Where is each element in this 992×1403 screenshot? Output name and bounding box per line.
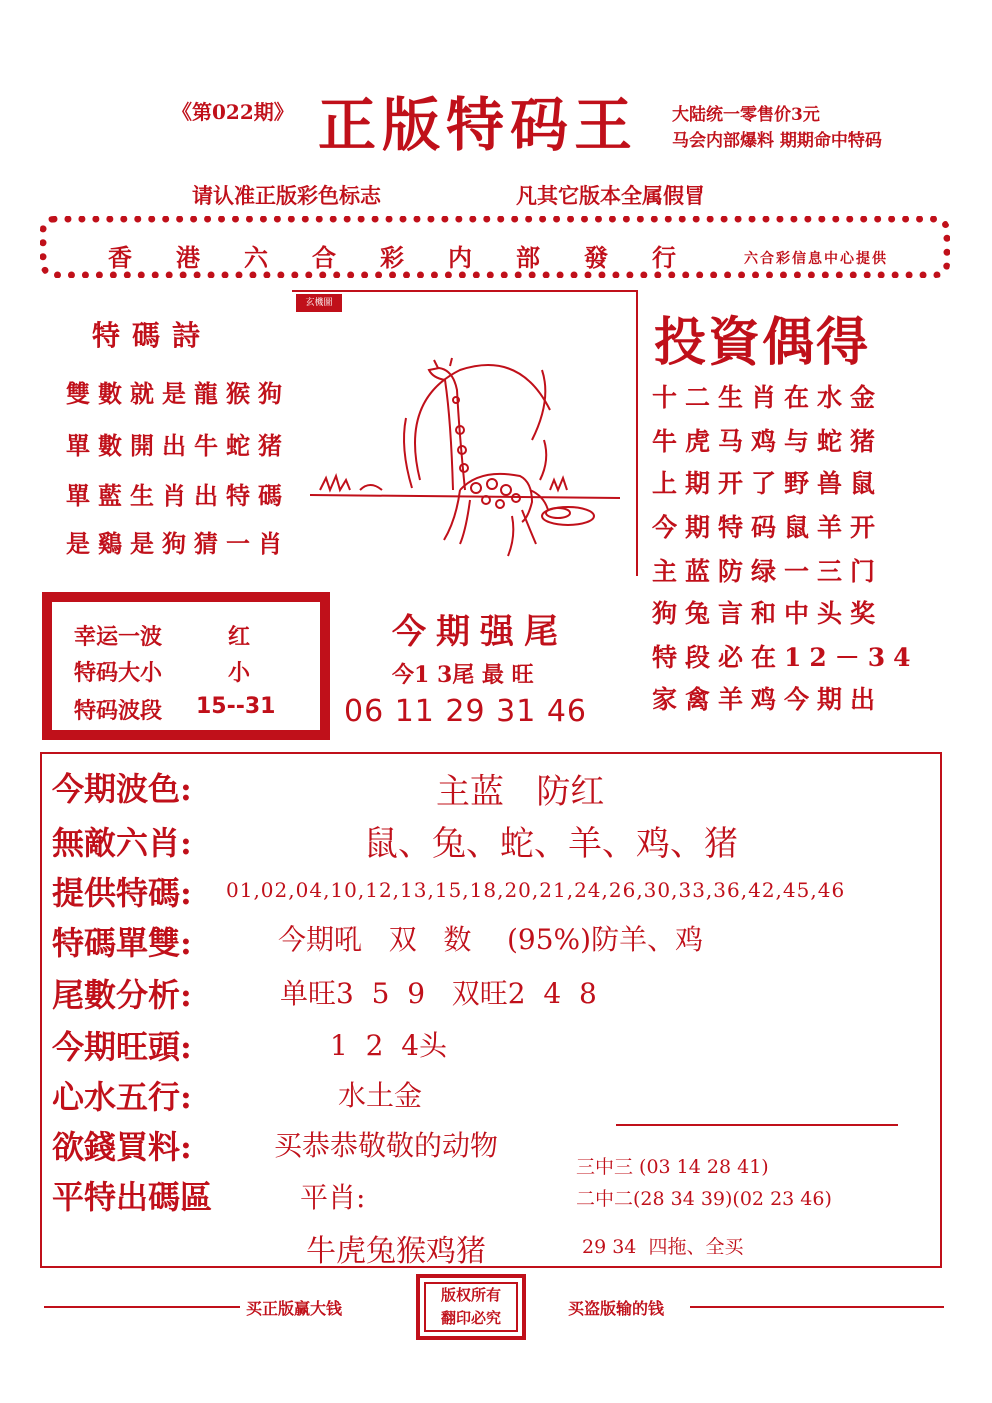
poem-line: 雙數就是龍猴狗: [66, 379, 290, 408]
lucky-size-value: 小: [228, 660, 251, 686]
poem-line: 單數開出牛蛇猪: [66, 431, 290, 460]
invest-line: 狗兔言和中头奖: [652, 599, 884, 628]
codes-label: 提供特碼:: [52, 874, 192, 912]
invest-line: 家禽羊鸡今期出: [652, 685, 884, 714]
footer-left-text: 买正版赢大钱: [246, 1299, 343, 1318]
lucky-wave-value: 红: [228, 624, 251, 650]
flat-sub-label: 平肖:: [300, 1181, 366, 1214]
copyright-text: [424, 1282, 518, 1332]
counterfeit-notice: 凡其它版本全属假冒: [516, 183, 705, 208]
copyright-line: 翻印必究: [440, 1309, 501, 1327]
lucky-range-label: 特码波段: [74, 698, 163, 724]
invest-title: 投資偶得: [654, 312, 871, 373]
elements-value: 水土金: [338, 1079, 423, 1112]
picture-stamp: 玄機圖: [296, 294, 342, 312]
invest-line: 十二生肖在水金: [652, 383, 884, 412]
six-zodiac-value: 鼠、兔、蛇、羊、鸡、猪: [364, 824, 738, 864]
combo: 29 34 四拖、全买: [582, 1236, 744, 1258]
lucky-size-label: 特码大小: [74, 660, 163, 686]
codes-value: 01,02,04,10,12,13,15,18,20,21,24,26,30,33,36,42,45,46: [226, 878, 846, 902]
two-hit: 二中二(28 34 39)(02 23 46): [576, 1188, 832, 1210]
poem-line: 是鷄是狗猜一肖: [66, 529, 290, 558]
giraffe-illustration-icon: [300, 340, 630, 570]
head-label: 今期旺頭:: [52, 1028, 192, 1066]
invest-line: 牛虎马鸡与蛇猪: [652, 427, 884, 456]
tail-analysis-label: 尾數分析:: [52, 976, 192, 1014]
elements-label: 心水五行:: [52, 1078, 192, 1116]
copyright-line: 版权所有: [440, 1286, 501, 1304]
odd-even-label: 特碼單雙:: [52, 924, 192, 962]
wave-color-label: 今期波色:: [52, 770, 192, 808]
flat-zodiac: 牛虎兔猴鸡猪: [306, 1234, 486, 1269]
head-value: 1 2 4头: [330, 1029, 448, 1062]
poem-title: 特碼詩: [92, 319, 213, 352]
footer-line-right: [690, 1306, 944, 1308]
tail-subtitle: 今1 3尾 最 旺: [392, 662, 534, 688]
tail-analysis-value: 单旺3 5 9 双旺2 4 8: [280, 977, 597, 1010]
divider: [616, 1124, 898, 1126]
banner-subtext: 六合彩信息中心提供: [744, 251, 888, 267]
wave-color-value: 主蓝 防红: [436, 772, 605, 812]
slogan-line: 马会内部爆料 期期命中特码: [672, 131, 882, 151]
lucky-wave-label: 幸运一波: [74, 624, 163, 650]
price-line: 大陆统一零售价3元: [672, 105, 820, 125]
odd-even-value: 今期吼 双 数 (95%)防羊、鸡: [278, 923, 704, 956]
page-title: 正版特码王: [318, 91, 639, 159]
invest-line: 今期特码鼠羊开: [652, 513, 884, 542]
poem-line: 單藍生肖出特碼: [66, 481, 290, 510]
tail-numbers: 06 11 29 31 46: [344, 694, 588, 729]
three-hit: 三中三 (03 14 28 41): [576, 1156, 769, 1178]
buy-label: 欲錢買料:: [52, 1128, 192, 1166]
authenticity-notice: 请认准正版彩色标志: [192, 183, 381, 208]
tail-title: 今期强尾: [392, 612, 568, 652]
invest-line: 主蓝防绿一三门: [652, 557, 884, 586]
flat-label: 平特出碼區: [52, 1178, 213, 1216]
issue-number: 《第022期》: [172, 100, 294, 124]
banner-text: 香港六合彩内部發行: [108, 243, 720, 272]
invest-line: 特段必在12－34: [652, 643, 919, 672]
invest-line: 上期开了野兽鼠: [652, 469, 884, 498]
lucky-range-value: 15--31: [196, 694, 276, 719]
footer-line-left: [44, 1306, 240, 1308]
footer-right-text: 买盗版输的钱: [568, 1299, 665, 1318]
buy-value: 买恭恭敬敬的动物: [274, 1129, 499, 1162]
six-zodiac-label: 無敵六肖:: [52, 824, 192, 862]
